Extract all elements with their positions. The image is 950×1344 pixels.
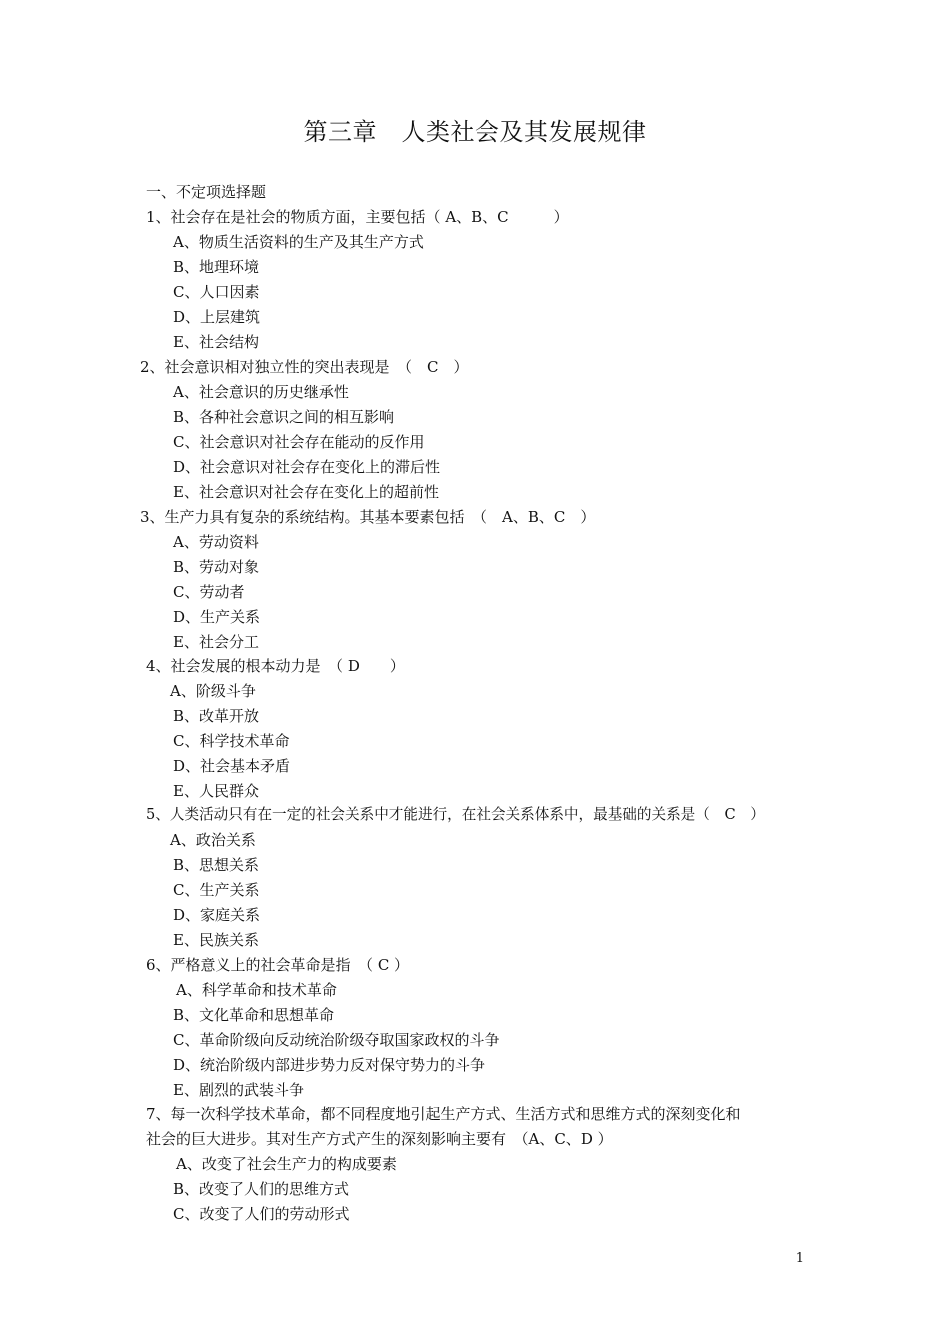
question-option: C、劳动者 bbox=[173, 583, 245, 601]
question-stem: 3、生产力具有复杂的系统结构。其基本要素包括 （ A、B、C ） bbox=[140, 508, 596, 526]
question-stem: 7、每一次科学技术革命，都不同程度地引起生产方式、生活方式和思维方式的深刻变化和 bbox=[146, 1105, 741, 1123]
question-option: B、地理环境 bbox=[173, 258, 260, 276]
question-option: B、思想关系 bbox=[173, 856, 260, 874]
question-option: E、社会分工 bbox=[173, 633, 259, 651]
question-stem-continued: 社会的巨大进步。其对生产方式产生的深刻影响主要有 （A、C、D ） bbox=[146, 1130, 613, 1148]
question-option: B、文化革命和思想革命 bbox=[173, 1006, 335, 1024]
question-option: B、各种社会意识之间的相互影响 bbox=[173, 408, 395, 426]
question-option: E、剧烈的武装斗争 bbox=[173, 1081, 304, 1099]
question-option: D、社会意识对社会存在变化上的滞后性 bbox=[173, 458, 441, 476]
question-option: A、阶级斗争 bbox=[170, 682, 256, 700]
question-option: D、生产关系 bbox=[173, 608, 261, 626]
question-option: A、科学革命和技术革命 bbox=[176, 981, 337, 999]
question-option: B、劳动对象 bbox=[173, 558, 260, 576]
question-option: E、民族关系 bbox=[173, 931, 259, 949]
question-stem: 2、社会意识相对独立性的突出表现是 （ C ） bbox=[140, 358, 469, 376]
question-option: C、人口因素 bbox=[173, 283, 260, 301]
question-option: D、社会基本矛盾 bbox=[173, 757, 291, 775]
question-option: B、改革开放 bbox=[173, 707, 260, 725]
question-stem: 1、社会存在是社会的物质方面，主要包括（ A、B、C ） bbox=[146, 208, 569, 226]
question-option: A、劳动资料 bbox=[173, 533, 259, 551]
question-option: C、社会意识对社会存在能动的反作用 bbox=[173, 433, 425, 451]
question-stem: 6、严格意义上的社会革命是指 （ C ） bbox=[146, 956, 410, 974]
question-option: E、人民群众 bbox=[173, 782, 259, 800]
question-option: E、社会意识对社会存在变化上的超前性 bbox=[173, 483, 439, 501]
question-option: E、社会结构 bbox=[173, 333, 259, 351]
question-option: D、上层建筑 bbox=[173, 308, 261, 326]
question-option: A、改变了社会生产力的构成要素 bbox=[176, 1155, 397, 1173]
question-option: D、统治阶级内部进步势力反对保守势力的斗争 bbox=[173, 1056, 486, 1074]
question-option: C、革命阶级向反动统治阶级夺取国家政权的斗争 bbox=[173, 1031, 500, 1049]
chapter-title: 第三章 人类社会及其发展规律 bbox=[303, 118, 647, 146]
question-option: C、科学技术革命 bbox=[173, 732, 290, 750]
question-option: A、政治关系 bbox=[170, 831, 256, 849]
question-option: B、改变了人们的思维方式 bbox=[173, 1180, 350, 1198]
question-stem: 5、人类活动只有在一定的社会关系中才能进行，在社会关系体系中，最基础的关系是（ C ） bbox=[146, 806, 765, 823]
question-stem: 4、社会发展的根本动力是 （ D ） bbox=[146, 657, 405, 675]
page-number: 1 bbox=[795, 1251, 804, 1266]
question-option: C、生产关系 bbox=[173, 881, 260, 899]
question-option: D、家庭关系 bbox=[173, 906, 261, 924]
question-option: A、物质生活资料的生产及其生产方式 bbox=[173, 233, 424, 251]
question-option: C、改变了人们的劳动形式 bbox=[173, 1205, 350, 1223]
question-option: A、社会意识的历史继承性 bbox=[173, 383, 349, 401]
section-heading: 一、不定项选择题 bbox=[146, 183, 267, 201]
